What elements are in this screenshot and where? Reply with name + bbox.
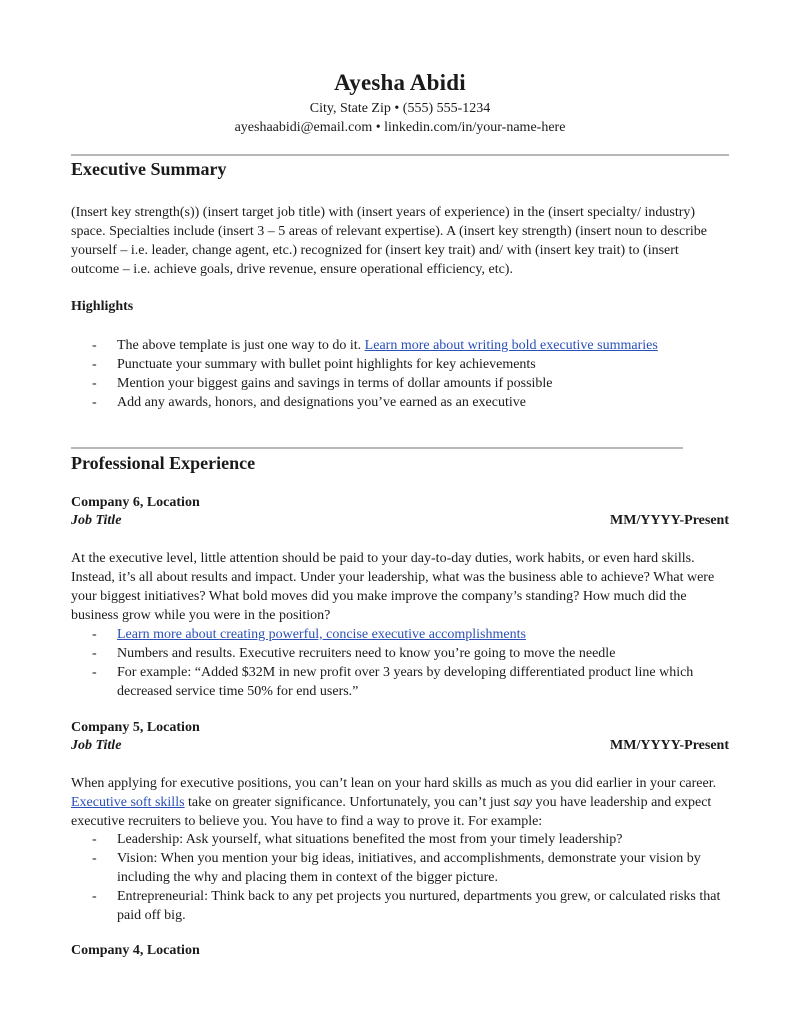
company-6-name: Company 6, Location	[71, 495, 200, 510]
description-text: you have leadership and expect executive recruiters to believe you. You have to find a way to prove it. For example:	[71, 795, 712, 829]
dash-bullet: -	[92, 665, 97, 680]
executive-accomplishments-link[interactable]: Learn more about creating powerful, concise executive accomplishments	[117, 627, 526, 642]
company-5-description	[71, 774, 729, 831]
highlights-heading: Highlights	[71, 299, 134, 314]
dash-bullet: -	[92, 627, 97, 642]
bullet-text: Vision: When you mention your big ideas, initiatives, and accomplishments, demonstrate your vision by including the why and placing them in context of the bigger picture.	[117, 851, 701, 885]
list-item	[71, 663, 729, 701]
company-5-name: Company 5, Location	[71, 720, 200, 735]
list-item	[71, 830, 729, 849]
company-5-job-title: Job Title	[71, 738, 122, 753]
executive-summary-text: (Insert key strength(s)) (insert target job title) with (insert years of experience) in the (insert specialty/ industry) space. Specialties include (insert 3 – 5 areas of relevant expertise). A (insert key strength) (insert noun to describe yourself – i.e. leader, change agent, etc.) recognized for (insert key trait) and/ with (insert key trait) to (insert outcome – i.e. achieve goals, drive revenue, ensure operational efficiency, etc).	[71, 205, 708, 277]
dash-bullet: -	[92, 338, 97, 353]
list-item	[71, 393, 729, 412]
list-item	[71, 625, 729, 644]
bullet-text: Leadership: Ask yourself, what situations benefited the most from your timely leadership?	[117, 832, 623, 847]
emphasis-text: say	[513, 795, 533, 810]
executive-summary-heading: Executive Summary	[71, 159, 227, 179]
highlights-list	[71, 336, 729, 412]
dash-bullet: -	[92, 376, 97, 391]
executive-summaries-link[interactable]: Learn more about writing bold executive summaries	[364, 338, 658, 353]
executive-soft-skills-link[interactable]: Executive soft skills	[71, 795, 185, 810]
list-item	[71, 887, 729, 925]
highlight-text: Punctuate your summary with bullet point highlights for key achievements	[117, 357, 536, 372]
list-item	[71, 644, 729, 663]
dash-bullet: -	[92, 832, 97, 847]
bullet-text: Entrepreneurial: Think back to any pet projects you nurtured, departments you grew, or calculated risks that paid off big.	[117, 889, 721, 923]
highlight-text: The above template is just one way to do it.	[117, 338, 365, 353]
bullet-text: For example: “Added $32M in new profit over 3 years by developing differentiated product line which decreased service time 50% for end users.”	[117, 665, 694, 699]
company-6-job-title: Job Title	[71, 513, 122, 528]
company-5-bullets	[71, 830, 729, 925]
list-item	[71, 374, 729, 393]
company-4-name: Company 4, Location	[71, 943, 200, 958]
list-item	[71, 336, 729, 355]
company-6-bullets	[71, 625, 729, 701]
dash-bullet: -	[92, 851, 97, 866]
description-text: When applying for executive positions, you can’t lean on your hard skills as much as you did earlier in your career.	[71, 776, 717, 791]
highlight-text: Add any awards, honors, and designations you’ve earned as an executive	[117, 395, 526, 410]
description-text: take on greater significance. Unfortunately, you can’t just	[184, 795, 514, 810]
professional-experience-heading: Professional Experience	[71, 453, 256, 473]
dash-bullet: -	[92, 646, 97, 661]
contact-line-email-linkedin: ayeshaabidi@email.com • linkedin.com/in/your-name-here	[234, 120, 566, 135]
dash-bullet: -	[92, 889, 97, 904]
highlight-text: Mention your biggest gains and savings in terms of dollar amounts if possible	[117, 376, 553, 391]
company-5-dates: MM/YYYY-Present	[610, 738, 729, 753]
section-divider	[71, 154, 729, 156]
company-6-description: At the executive level, little attention should be paid to your day-to-day duties, work habits, or even hard skills. Instead, it’s all about results and impact. Under your leadership, what was the business able to achieve? What were your biggest initiatives? What bold moves did you make improve the company’s standing? How much did the business grow while you were in the position?	[71, 551, 715, 623]
list-item	[71, 355, 729, 374]
bullet-text: Numbers and results. Executive recruiters need to know you’re going to move the needle	[117, 646, 616, 661]
section-divider	[71, 447, 683, 449]
list-item	[71, 849, 729, 887]
contact-line-address-phone: City, State Zip • (555) 555-1234	[309, 101, 491, 116]
dash-bullet: -	[92, 357, 97, 372]
company-6-dates: MM/YYYY-Present	[610, 513, 729, 528]
dash-bullet: -	[92, 395, 97, 410]
candidate-name: Ayesha Abidi	[334, 70, 466, 95]
